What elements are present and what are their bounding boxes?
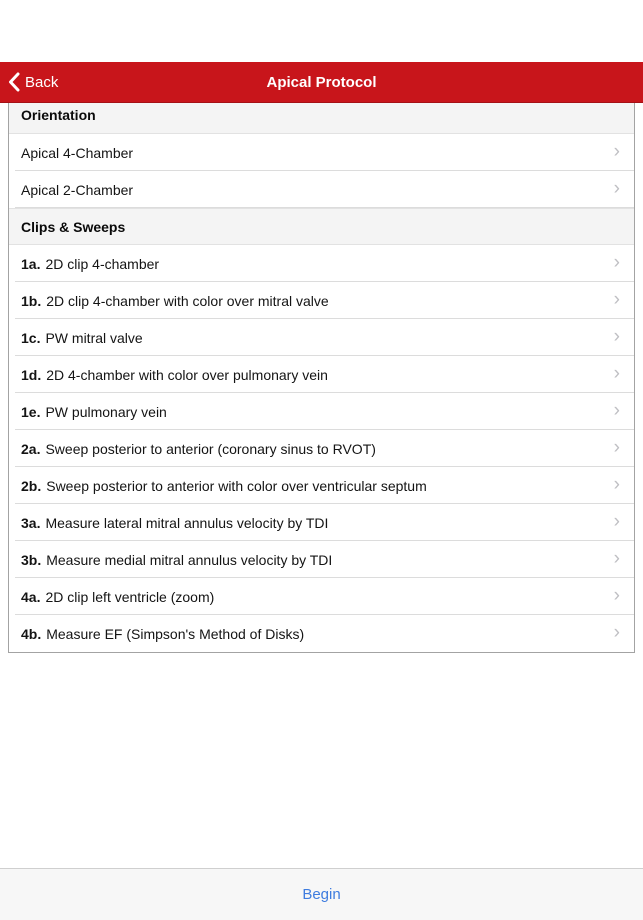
- list-item-1e[interactable]: [9, 393, 634, 430]
- list-item-3b[interactable]: [9, 541, 634, 578]
- list-item-4a[interactable]: [9, 578, 634, 615]
- list-item-apical-4-chamber[interactable]: [9, 134, 634, 171]
- list-item-2b[interactable]: [9, 467, 634, 504]
- list-item-label: 3b. Measure medial mitral annulus velocity by TDI: [21, 551, 333, 568]
- list-item-1a[interactable]: [9, 245, 634, 282]
- bottom-toolbar: [0, 868, 643, 920]
- chevron-right-icon: ›: [613, 585, 620, 606]
- list-item-label: 4b. Measure EF (Simpson's Method of Disks): [21, 625, 305, 642]
- page-title: Apical Protocol: [266, 73, 377, 91]
- list-item-2a[interactable]: [9, 430, 634, 467]
- nav-bar: [0, 62, 643, 103]
- chevron-left-icon: [8, 72, 20, 92]
- chevron-right-icon: ›: [613, 511, 620, 532]
- list-item-label: 1d. 2D 4-chamber with color over pulmonary vein: [21, 366, 328, 383]
- list-item-label: Apical 2-Chamber: [21, 181, 134, 198]
- chevron-right-icon: ›: [613, 474, 620, 495]
- back-button[interactable]: [0, 62, 68, 102]
- protocol-list: [8, 96, 635, 653]
- list-item-label: 2a. Sweep posterior to anterior (coronary sinus to RVOT): [21, 440, 376, 457]
- list-item-label: 1a. 2D clip 4-chamber: [21, 255, 160, 272]
- list-item-label: 1e. PW pulmonary vein: [21, 403, 167, 420]
- list-item-label: 1c. PW mitral valve: [21, 329, 143, 346]
- list-item-1c[interactable]: [9, 319, 634, 356]
- list-item-label: 2b. Sweep posterior to anterior with color over ventricular septum: [21, 477, 427, 494]
- chevron-right-icon: ›: [613, 363, 620, 384]
- list-item-apical-2-chamber[interactable]: [9, 171, 634, 208]
- chevron-right-icon: ›: [613, 400, 620, 421]
- chevron-right-icon: ›: [613, 437, 620, 458]
- section-header-label: Orientation: [21, 107, 96, 123]
- list-item-label: 3a. Measure lateral mitral annulus velocity by TDI: [21, 514, 329, 531]
- list-item-3a[interactable]: [9, 504, 634, 541]
- chevron-right-icon: ›: [613, 326, 620, 347]
- section-header-clips-sweeps: [9, 208, 634, 245]
- list-item-1b[interactable]: [9, 282, 634, 319]
- chevron-right-icon: ›: [613, 548, 620, 569]
- list-item-label: 4a. 2D clip left ventricle (zoom): [21, 588, 215, 605]
- chevron-right-icon: ›: [613, 289, 620, 310]
- section-header-label: Clips & Sweeps: [21, 218, 126, 235]
- list-item-1d[interactable]: [9, 356, 634, 393]
- chevron-right-icon: ›: [613, 141, 620, 162]
- list-item-label: Apical 4-Chamber: [21, 144, 134, 161]
- chevron-right-icon: ›: [613, 178, 620, 199]
- list-item-label: 1b. 2D clip 4-chamber with color over mitral valve: [21, 292, 329, 309]
- back-button-label: Back: [25, 73, 59, 91]
- list-item-4b[interactable]: [9, 615, 634, 652]
- begin-button[interactable]: Begin: [302, 886, 341, 903]
- chevron-right-icon: ›: [613, 622, 620, 643]
- chevron-right-icon: ›: [613, 252, 620, 273]
